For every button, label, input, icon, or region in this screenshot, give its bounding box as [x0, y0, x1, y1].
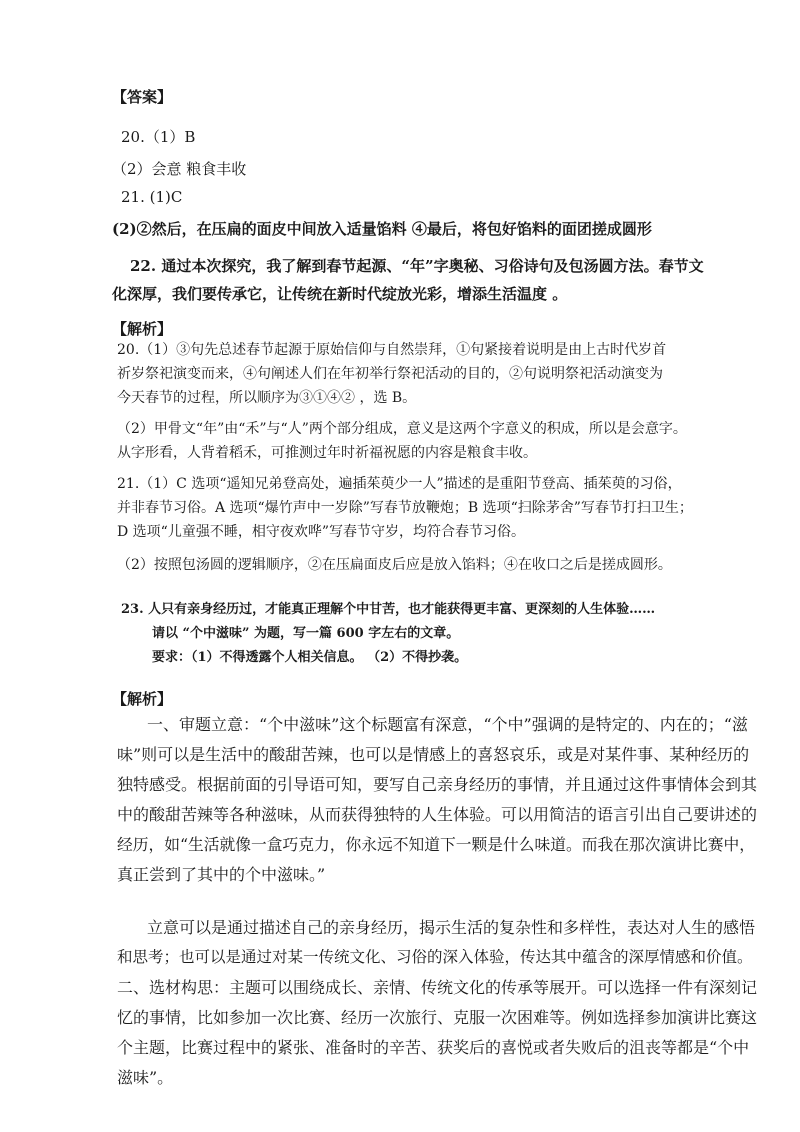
analysis2-line-4: 中的酸甜苦辣等各种滋味，从而获得独特的人生体验。可以用简洁的语言引出自己要讲述的: [117, 805, 758, 824]
analysis1-line-1: 20.（1）③句先总述春节起源于原始信仰与自然崇拜，①句紧接着说明是由上古时代岁首: [117, 342, 667, 358]
analysis1-line-2: 祈岁祭祀演变而来，④句阐述人们在年初举行祭祀活动的目的，②句说明祭祀活动演变为: [117, 366, 663, 382]
analysis2-line-5: 经历，如“生活就像一盒巧克力，你永远不知道下一颗是什么味道。而我在那次演讲比赛中，: [117, 835, 756, 854]
analysis1-line-9: （2）按照包汤圆的逻辑顺序，②在压扁面皮后应是放入馅料；④在收口之后是搓成圆形。: [117, 557, 672, 573]
answer-line-5: 22. 通过本次探究，我了解到春节起源、“年”字奥秘、习俗诗句及包汤圆方法。春节文: [130, 257, 704, 275]
answer-line-6: 化深厚，我们要传承它，让传统在新时代绽放光彩，增添生活温度 。: [112, 285, 568, 303]
analysis1-line-7: 并非春节习俗。A 选项“爆竹声中一岁除”写春节放鞭炮；B 选项“扫除茅舍”写春节打扫卫生；: [117, 500, 693, 516]
question23-requirements: 要求：（1）不得透露个人相关信息。 （2）不得抄袭。: [152, 650, 468, 665]
analysis1-line-4: （2）甲骨文“年”由“禾”与“人”两个部分组成，意义是这两个字意义的积成，所以是会意字。: [117, 421, 687, 437]
analysis1-line-6: 21.（1）C 选项“遥知兄弟登高处，遍插茱萸少一人”描述的是重阳节登高、插茱萸的习俗，: [117, 476, 682, 492]
analysis-heading-1: 【解析】: [112, 320, 173, 338]
analysis1-line-3: 今天春节的过程，所以顺序为③①④② ，选 B。: [117, 390, 417, 406]
answer-line-2: （2）会意 粮食丰收: [112, 160, 247, 178]
analysis2-line-9: 二、选材构思：主题可以围绕成长、亲情、传统文化的传承等展开。可以选择一件有深刻记: [117, 978, 758, 997]
analysis2-line-8: 和思考；也可以是通过对某一传统文化、习俗的深入体验，传达其中蕴含的深厚情感和价值。: [117, 948, 753, 966]
analysis-heading-2: 【解析】: [112, 690, 173, 708]
analysis2-line-12: 滋味”。: [117, 1068, 174, 1087]
answer-line-4: (2)②然后，在压扁的面皮中间放入适量馅料 ④最后，将包好馅料的面团搓成圆形: [112, 220, 652, 238]
analysis2-line-3: 独特感受。根据前面的引导语可知，要写自己亲身经历的事情，并且通过这件事情体会到其: [117, 775, 758, 794]
analysis2-line-6: 真正尝到了其中的个中滋味。”: [117, 865, 326, 884]
analysis2-line-10: 忆的事情，比如参加一次比赛、经历一次旅行、克服一次困难等。例如选择参加演讲比赛这: [117, 1008, 758, 1027]
analysis2-line-2: 味”则可以是生活中的酸甜苦辣，也可以是情感上的喜怒哀乐，或是对某件事、某种经历的: [117, 745, 750, 764]
analysis1-line-5: 从字形看，人背着稻禾，可推测过年时祈福祝愿的内容是粮食丰收。: [117, 445, 537, 461]
answer-heading: 【答案】: [112, 88, 173, 106]
analysis2-line-7: 立意可以是通过描述自己的亲身经历，揭示生活的复杂性和多样性，表达对人生的感悟: [147, 918, 756, 937]
question23-prompt: 23. 人只有亲身经历过，才能真正理解个中甘苦，也才能获得更丰富、更深刻的人生体验……: [121, 602, 656, 617]
analysis2-line-1: 一、审题立意：“个中滋味”这个标题富有深意，“个中”强调的是特定的、内在的；“滋: [147, 715, 748, 734]
analysis2-line-11: 个主题，比赛过程中的紧张、准备时的辛苦、获奖后的喜悦或者失败后的沮丧等都是“个中: [117, 1038, 750, 1057]
question23-task: 请以 “个中滋味” 为题，写一篇 600 字左右的文章。: [152, 626, 460, 641]
answer-line-1: 20.（1）B: [121, 128, 196, 146]
analysis1-line-8: D 选项“儿童强不睡，相守夜欢哗”写春节守岁，均符合春节习俗。: [117, 524, 525, 540]
answer-line-3: 21. (1)C: [121, 188, 183, 206]
